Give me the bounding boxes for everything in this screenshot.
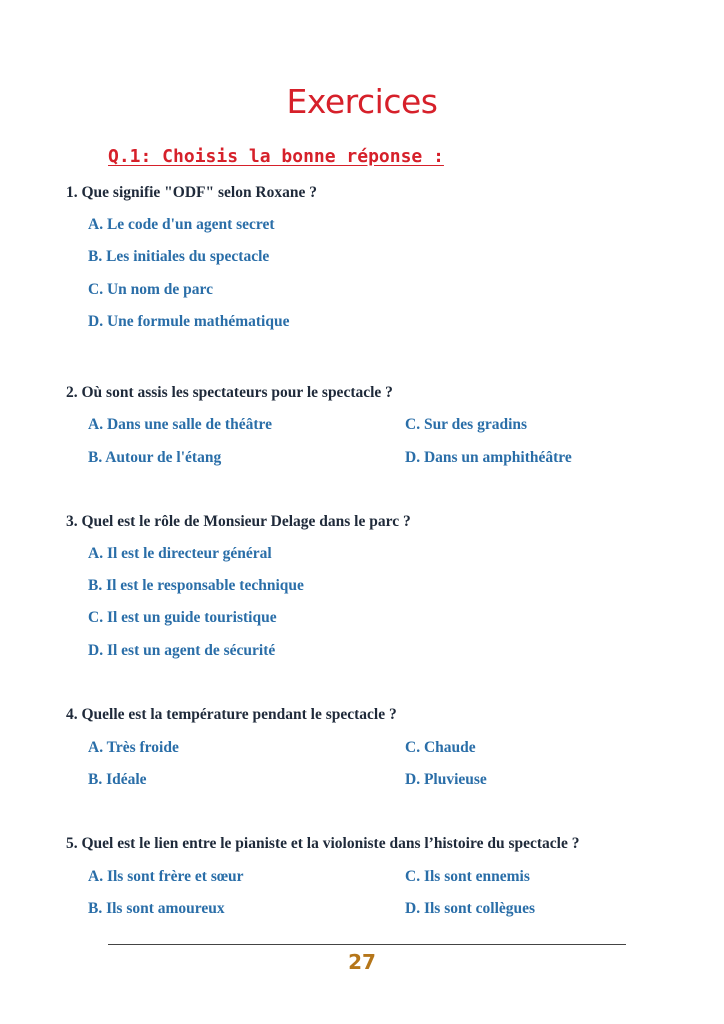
- question-3-option-d: D. Il est un agent de sécurité: [88, 642, 276, 659]
- question-3-option-a: A. Il est le directeur général: [88, 545, 272, 562]
- page-number: 27: [348, 950, 376, 974]
- question-3: 3. Quel est le rôle de Monsieur Delage dans le parc ?: [66, 513, 411, 530]
- question-1: 1. Que signifie "ODF" selon Roxane ?: [66, 184, 318, 201]
- question-5-option-c: C. Ils sont ennemis: [405, 868, 530, 885]
- question-4-option-b: B. Idéale: [88, 771, 147, 788]
- question-1-option-c: C. Un nom de parc: [88, 281, 214, 298]
- question-2: 2. Où sont assis les spectateurs pour le spectacle ?: [66, 384, 393, 401]
- page-title: Exercices: [286, 82, 438, 121]
- question-1-option-b: B. Les initiales du spectacle: [88, 248, 270, 265]
- question-5-option-d: D. Ils sont collègues: [405, 900, 536, 917]
- question-2-option-b: B. Autour de l'étang: [88, 449, 222, 466]
- question-2-option-c: C. Sur des gradins: [405, 416, 528, 433]
- exercise-subtitle: Q.1: Choisis la bonne réponse :: [108, 146, 444, 167]
- question-4: 4. Quelle est la température pendant le spectacle ?: [66, 706, 397, 723]
- question-2-option-a: A. Dans une salle de théâtre: [88, 416, 272, 433]
- question-2-option-d: D. Dans un amphithéâtre: [405, 449, 572, 466]
- question-5: 5. Quel est le lien entre le pianiste et la violoniste dans l’histoire du spectacle ?: [66, 835, 580, 852]
- question-5-option-b: B. Ils sont amoureux: [88, 900, 225, 917]
- question-1-option-d: D. Une formule mathématique: [88, 313, 290, 330]
- footer-divider: [108, 944, 626, 945]
- question-1-option-a: A. Le code d'un agent secret: [88, 216, 275, 233]
- question-4-option-c: C. Chaude: [405, 739, 476, 756]
- question-4-option-a: A. Très froide: [88, 739, 179, 756]
- question-5-option-a: A. Ils sont frère et sœur: [88, 868, 244, 885]
- question-3-option-b: B. Il est le responsable technique: [88, 577, 304, 594]
- question-3-option-c: C. Il est un guide touristique: [88, 609, 277, 626]
- question-4-option-d: D. Pluvieuse: [405, 771, 487, 788]
